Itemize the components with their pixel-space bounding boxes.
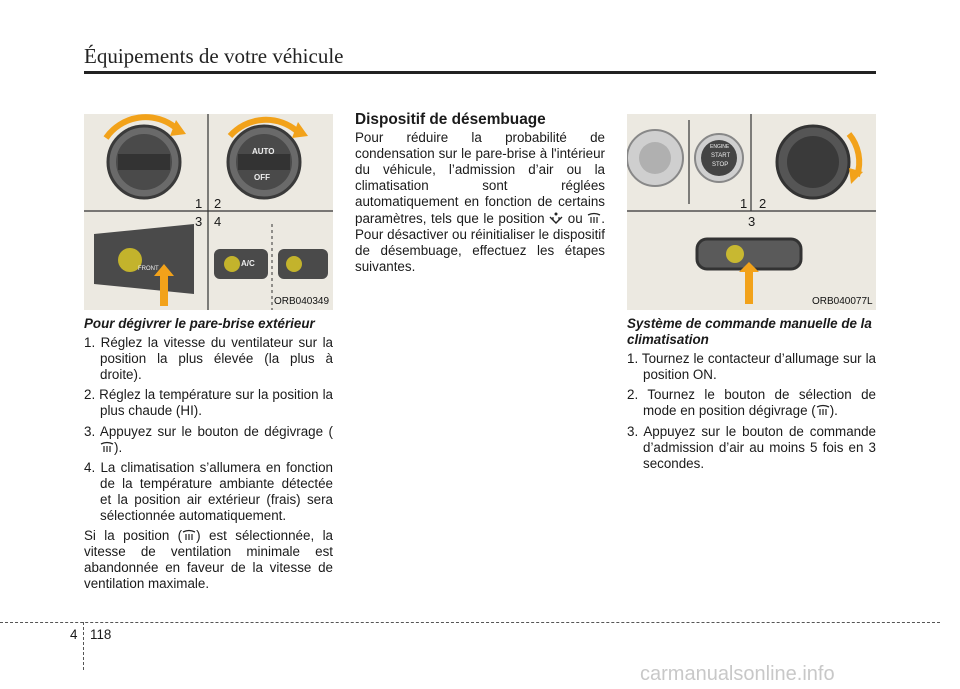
defrost-icon <box>100 441 114 453</box>
section-subtitle: Système de commande manuelle de la climatisation <box>627 316 872 348</box>
button-label-ac: A/C <box>241 259 255 268</box>
note-paragraph: Si la position ( ) est sélectionnée, la vitesse de ventilation minimale est abandonnée en faveur de la vitesse de ventilation maximale. <box>84 528 333 592</box>
figure-label-3: 3 <box>195 214 203 229</box>
figure-climate-controls <box>84 114 333 310</box>
defrost-icon <box>587 212 601 224</box>
footer-divider <box>83 622 84 670</box>
footer-rule <box>0 622 940 623</box>
figure-label-1: 1 <box>740 196 748 211</box>
figure-label-4: 4 <box>214 214 222 229</box>
button-label-front: FRONT <box>138 266 159 272</box>
chapter-number: 4 <box>70 627 78 642</box>
header-rule <box>84 71 876 74</box>
knob-label-off: OFF <box>254 173 270 182</box>
button-label-stop: STOP <box>712 162 729 168</box>
list-item: 3. Appuyez sur le bouton de commande d’admission d’air au moins 5 fois en 3 secondes. <box>627 423 876 471</box>
figure-label-2: 2 <box>214 196 222 211</box>
manual-climate-illustration <box>627 114 876 310</box>
button-label-engine: ENGINE <box>710 144 730 150</box>
section-heading: Dispositif de désembuage <box>355 111 546 128</box>
middle-column <box>355 112 605 279</box>
list-item: 4. La climatisation s’allumera en fonction de la température ambiante détectée et la position air extérieur (frais) sera sélectionnée automatiquement. <box>84 459 333 524</box>
figure-code: ORB040077L <box>812 296 873 307</box>
watermark: carmanualsonline.info <box>640 663 835 685</box>
section-subtitle: Pour dégivrer le pare-brise extérieur <box>84 316 315 331</box>
knob-label-auto: AUTO <box>252 147 275 156</box>
list-item: 1. Réglez la vitesse du ventilateur sur la position la plus élevée (la plus à droite). <box>84 335 333 383</box>
page-number: 118 <box>90 627 112 642</box>
figure-code: ORB040349 <box>274 296 330 307</box>
list-item: 3. Appuyez sur le bouton de dégivrage (). <box>84 423 333 455</box>
left-column <box>84 316 333 597</box>
figure-label-1: 1 <box>195 196 203 211</box>
list-item: 2. Tournez le bouton de sélection de mode en position dégivrage ( ). <box>627 387 876 419</box>
list-item: 1. Tournez le contacteur d’allumage sur la position ON. <box>627 351 876 383</box>
figure-label-2: 2 <box>759 196 767 211</box>
button-label-start: START <box>711 153 731 159</box>
page-header-title: Équipements de votre véhicule <box>84 44 344 68</box>
right-column <box>627 316 876 476</box>
climate-controls-illustration <box>84 114 333 310</box>
defrost-icon <box>182 529 196 541</box>
floor-defrost-icon <box>549 212 563 224</box>
body-paragraph: Pour réduire la probabilité de condensation sur le pare-brise à l'intérieur du véhicule, l’admission d’air ou la climatisation sont réglées automatiquement en fonction de certains paramètres, tels que le position ou . Pour désactiver ou réinitialiser le dispositif de désembuage, effectuez les étapes suivantes. <box>355 130 605 274</box>
figure-manual-climate <box>627 114 876 310</box>
figure-label-3: 3 <box>748 214 756 229</box>
defrost-icon <box>816 404 830 416</box>
list-item: 2. Réglez la température sur la position la plus chaude (HI). <box>84 387 333 419</box>
